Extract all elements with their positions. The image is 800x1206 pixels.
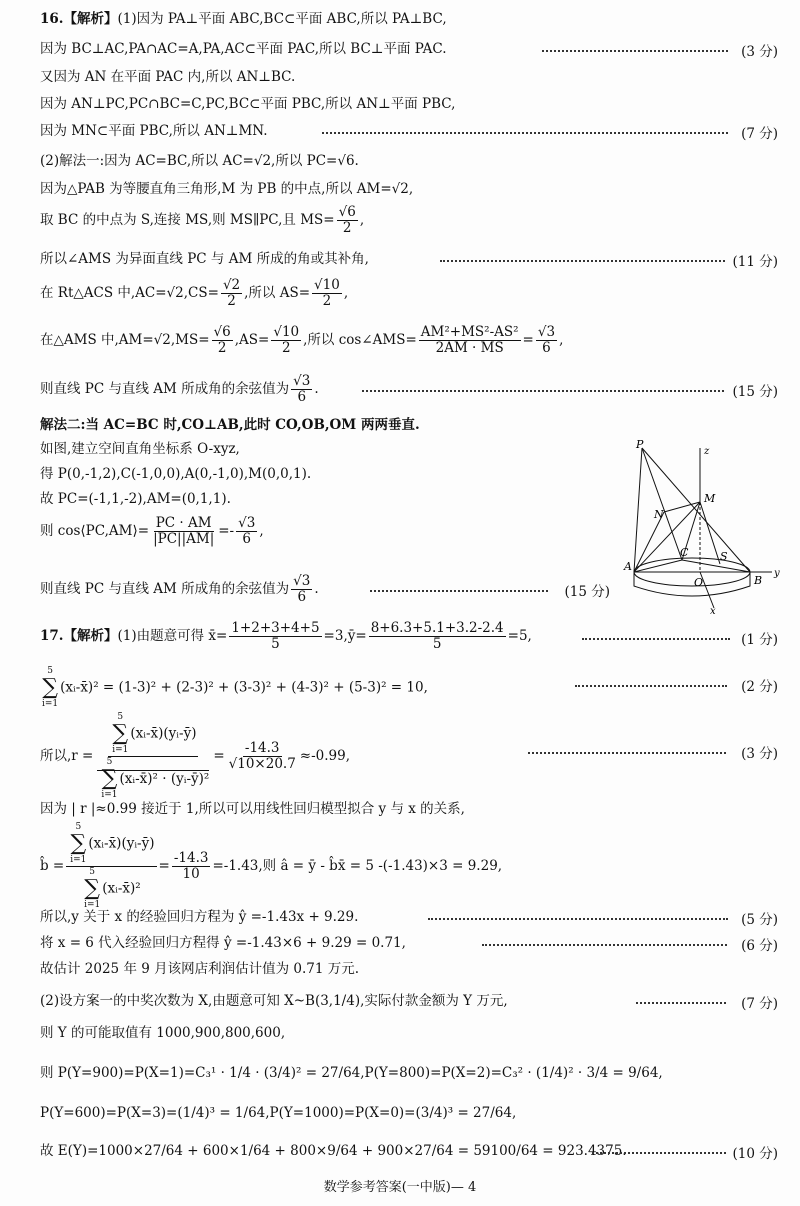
q16-score-3: (3 分) [741, 44, 778, 60]
fraction: $\frac{√6}{2}$ [338, 204, 356, 236]
q17-line-8: 故估计 2025 年 9 月该网店利润估计值为 0.71 万元. [40, 961, 360, 977]
q16-line-4: 因为 AN⊥PC,PC∩BC=C,PC,BC⊂平面 PBC,所以 AN⊥平面 PBC, [40, 96, 456, 112]
fraction: $\frac{√3}{6}$ [293, 373, 311, 405]
fraction: $\frac{8+6.3+5.1+3.2-2.4}{5}$ [370, 620, 504, 652]
q17-line-4: 因为 | r |≈0.99 接近于 1,所以可以用线性回归模型拟合 y 与 x 的关系, [40, 801, 465, 817]
q17-line-13: 故 E(Y)=1000×27/64 + 600×1/64 + 800×9/64 + 900×27/64 = 59100/64 = 923.4375. [40, 1143, 627, 1159]
q16-line-15: 得 P(0,-1,2),C(-1,0,0),A(0,-1,0),M(0,0,1). [40, 466, 312, 482]
q16-line-1: 16.【解析】(1)因为 PA⊥平面 ABC,BC⊂平面 ABC,所以 PA⊥BC, [40, 11, 447, 27]
edge-cb [682, 560, 750, 572]
fraction: $\frac{√3}{6}$ [238, 515, 256, 547]
q16-line-11: 在△AMS 中,AM=√2,MS= $\frac{√6}{2}$ ,AS= $\frac{√10}{2}$ ,所以 cos∠AMS= $\frac{\text{AM²+MS²-AS²}}{2AM \cdot MS}$ = $\frac{√3}{6}$ , [40, 324, 564, 356]
q17-line-1: 17.【解析】(1)由题意可得 x̄= $\frac{1+2+3+4+5}{5}$ =3,ȳ= $\frac{8+6.3+5.1+3.2-2.4}{5}$ =5, [40, 620, 532, 652]
label-c: C [680, 546, 689, 559]
label-s: S [720, 550, 728, 563]
fraction: $\frac{√2}{2}$ [222, 277, 241, 309]
q17-score-6: (6 分) [741, 938, 778, 954]
q16-line-9: 所以∠AMS 为异面直线 PC 与 AM 所成的角或其补角, [40, 251, 369, 267]
q17-line-2: 5 ∑ i=1 (xᵢ-x̄)² = (1-3)² + (2-3)² + (3-3)² + (4-3)² + (5-3)² = 10, [42, 666, 428, 709]
q16-score-15a: (15 分) [732, 384, 778, 400]
leader-dots [428, 918, 728, 920]
fraction: $\frac{√6}{2}$ [213, 324, 231, 356]
q17-score-1: (1 分) [741, 632, 778, 648]
label-x: x [710, 606, 716, 616]
q17-line-5: b̂ = 5 ∑ i=1 (xᵢ-x̄)(yᵢ-ȳ) 5 ∑ i=1 (xᵢ-x̄)² = $\frac{-14.3}{10}$ =-1.43,则 â = ȳ - b̂x̄ = 5 -(-1.43)×3 = 9.29, [40, 822, 503, 910]
q16-line-16: 故 PC=(-1,1,-2),AM=(0,1,1). [40, 491, 231, 507]
edge-ac [634, 560, 682, 572]
fraction: $\frac{-14.3}{√10\times 20.7}$ [228, 740, 296, 772]
leader-dots [370, 590, 548, 592]
q17-heading-tag: 【解析】 [63, 628, 118, 644]
label-o: O [694, 576, 704, 589]
q16-line-8: 取 BC 的中点为 S,连接 MS,则 MS∥PC,且 MS= $\frac{√6}{2}$ , [40, 204, 365, 236]
leader-dots [440, 260, 725, 262]
fraction: $\frac{√10}{2}$ [314, 277, 340, 309]
fraction: $\frac{\text{AM²+MS²-AS²}}{2AM \cdot MS}$ [420, 324, 519, 356]
leader-dots [636, 1002, 726, 1004]
leader-dots [322, 132, 728, 134]
fraction: $\frac{√10}{2}$ [273, 324, 300, 356]
edge-ms [700, 502, 720, 564]
q17-line-10: 则 Y 的可能取值有 1000,900,800,600, [40, 1025, 286, 1041]
q17-score-5: (5 分) [741, 912, 778, 928]
q17-number: 17. [40, 628, 64, 644]
tetrahedron-figure [622, 438, 782, 616]
leader-dots [528, 752, 726, 754]
leader-dots [482, 944, 727, 946]
leader-dots [592, 1152, 726, 1154]
label-p: P [636, 438, 644, 451]
leader-dots [575, 685, 727, 687]
label-a: A [624, 560, 632, 573]
q16-score-7: (7 分) [741, 126, 778, 142]
q17-score-7: (7 分) [741, 996, 778, 1012]
edge-pa [634, 448, 642, 572]
leader-dots [542, 50, 728, 52]
q16-score-11: (11 分) [732, 254, 778, 270]
q17-line-3: 所以,r = 5 ∑ i=1 (xᵢ-x̄)(yᵢ-ȳ) 5 ∑ i=1 (xᵢ-x̄)² · (yᵢ-ȳ)² = $\frac{-14.3}{√10\times 20.7}$ ≈-0.99, [40, 712, 351, 800]
q16-line-5: 因为 MN⊂平面 PBC,所以 AN⊥MN. [40, 123, 268, 139]
q17-score-10: (10 分) [732, 1146, 778, 1162]
fraction: $\frac{-14.3}{10}$ [173, 850, 209, 882]
q16-line-7: 因为△PAB 为等腰直角三角形,M 为 PB 的中点,所以 AM=√2, [40, 181, 414, 197]
q16-number: 16. [40, 11, 64, 27]
q16-line-3: 又因为 AN 在平面 PAC 内,所以 AN⊥BC. [40, 69, 296, 85]
q16-line-2: 因为 BC⊥AC,PA∩AC=A,PA,AC⊂平面 PAC,所以 BC⊥平面 PAC. [40, 41, 447, 57]
q16-line-6: (2)解法一:因为 AC=BC,所以 AC=√2,所以 PC=√6. [40, 153, 359, 169]
fraction: $\frac{PC \cdot AM}{|PC||AM|}$ [153, 515, 215, 547]
q17-line-7: 将 x = 6 代入经验回归方程得 ŷ =-1.43×6 + 9.29 = 0.71, [40, 935, 406, 951]
q17-line-12: P(Y=600)=P(X=3)=(1/4)³ = 1/64,P(Y=1000)=P(X=0)=(3/4)³ = 27/64, [40, 1105, 517, 1121]
label-y: y [774, 568, 780, 579]
slope-fraction: 5 ∑ i=1 (xᵢ-x̄)(yᵢ-ȳ) 5 ∑ i=1 (xᵢ-x̄)² [66, 822, 156, 911]
fraction: $\frac{1+2+3+4+5}{5}$ [231, 620, 320, 652]
summation: 5 ∑ i=1 [42, 666, 59, 709]
q16-line-17: 则 cos⟨PC,AM⟩= $\frac{PC \cdot AM}{|PC||AM|}$ =- $\frac{√3}{6}$ , [40, 515, 264, 547]
leader-dots [582, 638, 730, 640]
q16-heading-tag: 【解析】 [63, 11, 118, 27]
q16-line-18: 则直线 PC 与直线 AM 所成角的余弦值为 $\frac{√3}{6}$ . [40, 573, 319, 605]
leader-dots [362, 390, 724, 392]
q16-line-10: 在 Rt△ACS 中,AC=√2,CS= $\frac{√2}{2}$ ,所以 AS= $\frac{√10}{2}$ , [40, 277, 349, 309]
correlation-fraction: 5 ∑ i=1 (xᵢ-x̄)(yᵢ-ȳ) 5 ∑ i=1 (xᵢ-x̄)² · (yᵢ-ȳ)² [95, 712, 211, 801]
q16-score-15b: (15 分) [564, 584, 610, 600]
label-n: N [654, 508, 664, 521]
fraction: $\frac{√3}{6}$ [293, 573, 311, 605]
q17-line-9: (2)设方案一的中奖次数为 X,由题意可知 X~B(3,1/4),实际付款金额为 Y 万元, [40, 993, 508, 1009]
label-b: B [754, 574, 763, 587]
q16-line-14: 如图,建立空间直角坐标系 O-xyz, [40, 441, 240, 457]
cylinder-side [634, 572, 750, 596]
q16-line-12: 则直线 PC 与直线 AM 所成角的余弦值为 $\frac{√3}{6}$ . [40, 373, 319, 405]
page-footer: 数学参考答案(一中版)— 4 [323, 1180, 477, 1195]
q17-line-6: 所以,y 关于 x 的经验回归方程为 ŷ =-1.43x + 9.29. [40, 909, 359, 925]
label-z: z [704, 446, 710, 457]
q17-score-3: (3 分) [741, 746, 778, 762]
q16-line-13: 解法二:当 AC=BC 时,CO⊥AB,此时 CO,OB,OM 两两垂直. [40, 417, 420, 433]
label-m: M [704, 492, 716, 505]
q17-line-11: 则 P(Y=900)=P(X=1)=C₃¹ · 1/4 · (3/4)² = 27/64,P(Y=800)=P(X=2)=C₃² · (1/4)² · 3/4 = 9/64, [40, 1065, 663, 1081]
q17-score-2: (2 分) [741, 679, 778, 695]
fraction: $\frac{√3}{6}$ [537, 324, 556, 356]
